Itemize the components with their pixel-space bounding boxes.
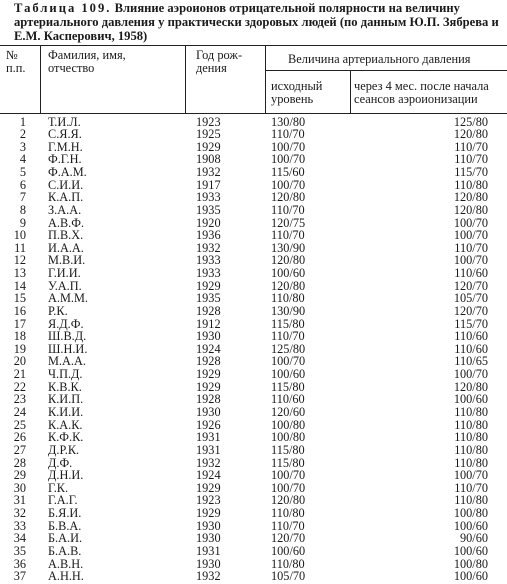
row-name: М.А.А. bbox=[48, 354, 86, 369]
row-name: Ш.В.Д. bbox=[48, 329, 87, 344]
row-bp-after: 110/80 bbox=[454, 404, 488, 419]
col-header-number-line1: № bbox=[6, 48, 18, 62]
row-bp-after: 110/80 bbox=[454, 177, 488, 192]
row-birth-year: 1929 bbox=[196, 480, 221, 495]
row-birth-year: 1932 bbox=[196, 455, 221, 470]
row-bp-initial: 110/80 bbox=[271, 506, 305, 521]
row-number: 29 bbox=[13, 468, 26, 483]
row-bp-initial: 130/90 bbox=[271, 240, 306, 255]
row-name: М.В.И. bbox=[48, 253, 86, 268]
row-birth-year: 1929 bbox=[196, 379, 221, 394]
row-number: 16 bbox=[13, 303, 26, 318]
row-name: К.Ф.К. bbox=[48, 430, 84, 445]
row-number: 1 bbox=[19, 114, 26, 129]
row-bp-after: 100/70 bbox=[453, 253, 488, 268]
row-number: 32 bbox=[13, 506, 26, 521]
table-top-rule bbox=[0, 45, 507, 46]
row-bp-after: 100/70 bbox=[453, 215, 488, 230]
row-bp-after: 110/65 bbox=[454, 354, 488, 369]
row-bp-after: 110/70 bbox=[454, 139, 488, 154]
row-birth-year: 1930 bbox=[196, 518, 221, 533]
row-bp-initial: 110/80 bbox=[271, 556, 305, 571]
row-bp-initial: 120/80 bbox=[271, 190, 306, 205]
row-birth-year: 1926 bbox=[196, 417, 221, 432]
row-bp-after: 120/70 bbox=[453, 278, 488, 293]
row-birth-year: 1932 bbox=[196, 165, 221, 180]
row-bp-after: 100/70 bbox=[453, 468, 488, 483]
row-number: 12 bbox=[13, 253, 26, 268]
row-bp-initial: 110/70 bbox=[271, 518, 305, 533]
row-bp-after: 100/70 bbox=[453, 228, 488, 243]
col-header-bp-after-line1: через 4 мес. после начала bbox=[354, 79, 489, 93]
row-name: И.А.А. bbox=[48, 240, 84, 255]
row-number: 10 bbox=[13, 228, 26, 243]
row-number: 17 bbox=[13, 316, 26, 331]
row-birth-year: 1930 bbox=[196, 329, 221, 344]
row-birth-year: 1928 bbox=[196, 354, 221, 369]
row-bp-after: 105/70 bbox=[453, 291, 488, 306]
row-name: К.И.П. bbox=[48, 392, 84, 407]
row-name: Г.А.Г. bbox=[48, 493, 78, 508]
row-name: Б.Я.И. bbox=[48, 506, 82, 521]
row-name: К.И.И. bbox=[48, 404, 84, 419]
bp-group-rule bbox=[265, 70, 507, 71]
row-name: Б.А.В. bbox=[48, 543, 82, 558]
col-header-number bbox=[6, 49, 25, 75]
row-bp-after: 110/80 bbox=[454, 442, 488, 457]
row-name: Д.Р.К. bbox=[48, 442, 80, 457]
row-number: 5 bbox=[19, 165, 26, 180]
row-number: 6 bbox=[19, 177, 26, 192]
row-number: 3 bbox=[19, 139, 26, 154]
row-name: А.В.Ф. bbox=[48, 215, 85, 230]
row-bp-after: 110/80 bbox=[454, 493, 488, 508]
row-birth-year: 1925 bbox=[196, 127, 221, 142]
row-birth-year: 1923 bbox=[196, 114, 221, 129]
row-bp-initial: 115/80 bbox=[271, 379, 305, 394]
row-bp-initial: 110/70 bbox=[271, 127, 305, 142]
row-birth-year: 1930 bbox=[196, 531, 221, 546]
row-number: 2 bbox=[19, 127, 26, 142]
row-bp-after: 100/80 bbox=[453, 506, 488, 521]
row-birth-year: 1923 bbox=[196, 493, 221, 508]
row-number: 24 bbox=[13, 404, 26, 419]
row-name: А.М.М. bbox=[48, 291, 88, 306]
row-birth-year: 1935 bbox=[196, 202, 221, 217]
table-title-label: Таблица 109. bbox=[14, 1, 112, 15]
row-bp-initial: 120/80 bbox=[271, 253, 306, 268]
table-title-text: Влияние аэроионов отрицательной полярности на величину артериального давления у практически здоровых людей (по данным Ю.П. Зябрева и Е.М. Касперович, 1958) bbox=[14, 1, 499, 44]
header-separator bbox=[40, 46, 41, 113]
header-separator bbox=[185, 46, 186, 113]
row-bp-after: 100/60 bbox=[453, 543, 488, 558]
row-number: 31 bbox=[13, 493, 26, 508]
row-bp-initial: 115/80 bbox=[271, 442, 305, 457]
row-birth-year: 1912 bbox=[196, 316, 221, 331]
row-name: Ш.Н.И. bbox=[48, 341, 88, 356]
row-name: С.Я.Я. bbox=[48, 127, 82, 142]
row-birth-year: 1933 bbox=[196, 190, 221, 205]
row-bp-initial: 130/90 bbox=[271, 303, 306, 318]
row-bp-initial: 100/60 bbox=[271, 266, 306, 281]
row-bp-initial: 110/60 bbox=[271, 392, 305, 407]
row-bp-after: 115/70 bbox=[454, 316, 488, 331]
row-number: 8 bbox=[19, 202, 26, 217]
row-number: 13 bbox=[13, 266, 26, 281]
col-header-year-line2: дения bbox=[196, 61, 227, 75]
row-number: 34 bbox=[13, 531, 26, 546]
row-number: 25 bbox=[13, 417, 26, 432]
row-number: 11 bbox=[14, 240, 26, 255]
row-bp-initial: 120/70 bbox=[271, 531, 306, 546]
row-name: У.А.П. bbox=[48, 278, 82, 293]
row-bp-initial: 120/80 bbox=[271, 278, 306, 293]
row-bp-after: 110/70 bbox=[454, 152, 488, 167]
row-birth-year: 1929 bbox=[196, 278, 221, 293]
col-header-bp-after bbox=[354, 80, 489, 106]
row-number: 27 bbox=[13, 442, 26, 457]
row-bp-initial: 100/60 bbox=[271, 367, 306, 382]
row-bp-after: 115/70 bbox=[454, 165, 488, 180]
row-name: А.Н.Н. bbox=[48, 569, 84, 584]
row-bp-after: 90/60 bbox=[459, 531, 488, 546]
row-number: 7 bbox=[19, 190, 26, 205]
col-header-name-line2: отчество bbox=[48, 61, 95, 75]
row-bp-initial: 100/80 bbox=[271, 430, 306, 445]
row-bp-initial: 100/70 bbox=[271, 480, 306, 495]
row-bp-initial: 100/70 bbox=[271, 152, 306, 167]
row-name: Ф.Г.Н. bbox=[48, 152, 82, 167]
row-bp-initial: 110/70 bbox=[271, 202, 305, 217]
row-name: Д.Н.И. bbox=[48, 468, 84, 483]
row-number: 14 bbox=[13, 278, 26, 293]
row-number: 33 bbox=[13, 518, 26, 533]
col-header-bp-group: Величина артериального давления bbox=[288, 52, 471, 66]
table-row bbox=[0, 292, 507, 305]
row-number: 4 bbox=[19, 152, 26, 167]
row-birth-year: 1935 bbox=[196, 291, 221, 306]
row-name: К.В.К. bbox=[48, 379, 82, 394]
row-bp-after: 110/70 bbox=[454, 240, 488, 255]
row-number: 30 bbox=[13, 480, 26, 495]
row-name: К.А.П. bbox=[48, 190, 84, 205]
row-name: Р.К. bbox=[48, 303, 68, 318]
row-name: Б.В.А. bbox=[48, 518, 82, 533]
row-bp-initial: 120/75 bbox=[271, 215, 306, 230]
row-birth-year: 1933 bbox=[196, 253, 221, 268]
row-bp-after: 110/80 bbox=[454, 417, 488, 432]
col-header-name bbox=[48, 49, 126, 75]
table-title bbox=[14, 1, 502, 44]
row-bp-after: 110/60 bbox=[454, 266, 488, 281]
row-name: Б.А.И. bbox=[48, 531, 83, 546]
row-bp-initial: 105/70 bbox=[271, 569, 306, 584]
table-row bbox=[0, 444, 507, 457]
row-name: Г.М.Н. bbox=[48, 139, 83, 154]
row-bp-initial: 100/70 bbox=[271, 177, 306, 192]
col-header-bp-initial-line1: исходный bbox=[271, 79, 323, 93]
row-birth-year: 1917 bbox=[196, 177, 221, 192]
row-bp-initial: 120/60 bbox=[271, 404, 306, 419]
row-bp-after: 100/80 bbox=[453, 556, 488, 571]
header-bottom-rule bbox=[0, 113, 507, 114]
row-name: К.А.К. bbox=[48, 417, 83, 432]
row-birth-year: 1936 bbox=[196, 228, 221, 243]
row-birth-year: 1920 bbox=[196, 215, 221, 230]
row-bp-initial: 110/80 bbox=[271, 291, 305, 306]
row-bp-after: 100/70 bbox=[453, 367, 488, 382]
row-birth-year: 1929 bbox=[196, 367, 221, 382]
row-name: С.И.И. bbox=[48, 177, 84, 192]
col-header-year-line1: Год рож- bbox=[196, 48, 243, 62]
row-number: 18 bbox=[13, 329, 26, 344]
row-bp-initial: 110/70 bbox=[271, 228, 305, 243]
row-bp-initial: 100/80 bbox=[271, 417, 306, 432]
row-bp-initial: 100/70 bbox=[271, 468, 306, 483]
row-bp-after: 120/80 bbox=[453, 127, 488, 142]
row-bp-after: 110/60 bbox=[454, 329, 488, 344]
col-header-bp-after-line2: сеансов аэроионизации bbox=[354, 92, 478, 106]
row-name: А.В.Н. bbox=[48, 556, 84, 571]
row-bp-after: 120/70 bbox=[453, 303, 488, 318]
row-birth-year: 1924 bbox=[196, 468, 221, 483]
row-number: 15 bbox=[13, 291, 26, 306]
row-name: З.А.А. bbox=[48, 202, 82, 217]
row-number: 9 bbox=[19, 215, 26, 230]
row-birth-year: 1928 bbox=[196, 392, 221, 407]
col-header-name-line1: Фамилия, имя, bbox=[48, 48, 126, 62]
row-bp-after: 100/60 bbox=[453, 518, 488, 533]
row-birth-year: 1933 bbox=[196, 266, 221, 281]
row-birth-year: 1932 bbox=[196, 240, 221, 255]
row-bp-after: 120/80 bbox=[453, 379, 488, 394]
row-number: 37 bbox=[13, 569, 26, 584]
row-bp-initial: 115/60 bbox=[271, 165, 305, 180]
row-name: Я.Д.Ф. bbox=[48, 316, 84, 331]
row-birth-year: 1928 bbox=[196, 303, 221, 318]
col-header-bp-initial bbox=[271, 80, 322, 106]
row-name: Ч.П.Д. bbox=[48, 367, 83, 382]
row-birth-year: 1908 bbox=[196, 152, 221, 167]
row-bp-after: 120/80 bbox=[453, 202, 488, 217]
row-birth-year: 1931 bbox=[196, 543, 221, 558]
row-bp-after: 110/70 bbox=[454, 480, 488, 495]
row-number: 21 bbox=[13, 367, 26, 382]
row-name: П.В.Х. bbox=[48, 228, 84, 243]
row-name: Ф.А.М. bbox=[48, 165, 87, 180]
row-number: 20 bbox=[13, 354, 26, 369]
row-bp-initial: 115/80 bbox=[271, 455, 305, 470]
col-header-number-line2: п.п. bbox=[6, 61, 26, 75]
row-bp-initial: 100/70 bbox=[271, 139, 306, 154]
row-bp-after: 110/60 bbox=[454, 341, 488, 356]
row-bp-initial: 130/80 bbox=[271, 114, 306, 129]
row-number: 22 bbox=[13, 379, 26, 394]
row-number: 35 bbox=[13, 543, 26, 558]
row-birth-year: 1930 bbox=[196, 556, 221, 571]
row-bp-after: 120/80 bbox=[453, 190, 488, 205]
row-bp-after: 100/60 bbox=[453, 392, 488, 407]
row-name: Г.И.И. bbox=[48, 266, 81, 281]
row-bp-initial: 125/80 bbox=[271, 341, 306, 356]
row-bp-initial: 115/80 bbox=[271, 316, 305, 331]
row-number: 26 bbox=[13, 430, 26, 445]
row-birth-year: 1931 bbox=[196, 430, 221, 445]
row-number: 28 bbox=[13, 455, 26, 470]
col-header-year bbox=[196, 49, 242, 75]
row-number: 19 bbox=[13, 341, 26, 356]
table-row bbox=[0, 570, 507, 583]
row-bp-after: 110/80 bbox=[454, 455, 488, 470]
row-name: Т.И.Л. bbox=[48, 114, 81, 129]
row-number: 36 bbox=[13, 556, 26, 571]
row-name: Д.Ф. bbox=[48, 455, 73, 470]
row-bp-after: 100/60 bbox=[453, 569, 488, 584]
row-birth-year: 1929 bbox=[196, 506, 221, 521]
header-separator bbox=[265, 46, 266, 113]
row-birth-year: 1924 bbox=[196, 341, 221, 356]
row-number: 23 bbox=[13, 392, 26, 407]
row-bp-after: 125/80 bbox=[453, 114, 488, 129]
row-bp-initial: 100/60 bbox=[271, 543, 306, 558]
row-birth-year: 1931 bbox=[196, 442, 221, 457]
row-birth-year: 1932 bbox=[196, 569, 221, 584]
row-name: Г.К. bbox=[48, 480, 69, 495]
row-bp-after: 110/80 bbox=[454, 430, 488, 445]
row-bp-initial: 120/80 bbox=[271, 493, 306, 508]
row-birth-year: 1930 bbox=[196, 404, 221, 419]
table-row bbox=[0, 469, 507, 482]
row-birth-year: 1929 bbox=[196, 139, 221, 154]
header-separator bbox=[350, 71, 351, 113]
row-bp-initial: 110/70 bbox=[271, 329, 305, 344]
row-bp-initial: 100/70 bbox=[271, 354, 306, 369]
col-header-bp-initial-line2: уровень bbox=[271, 92, 314, 106]
